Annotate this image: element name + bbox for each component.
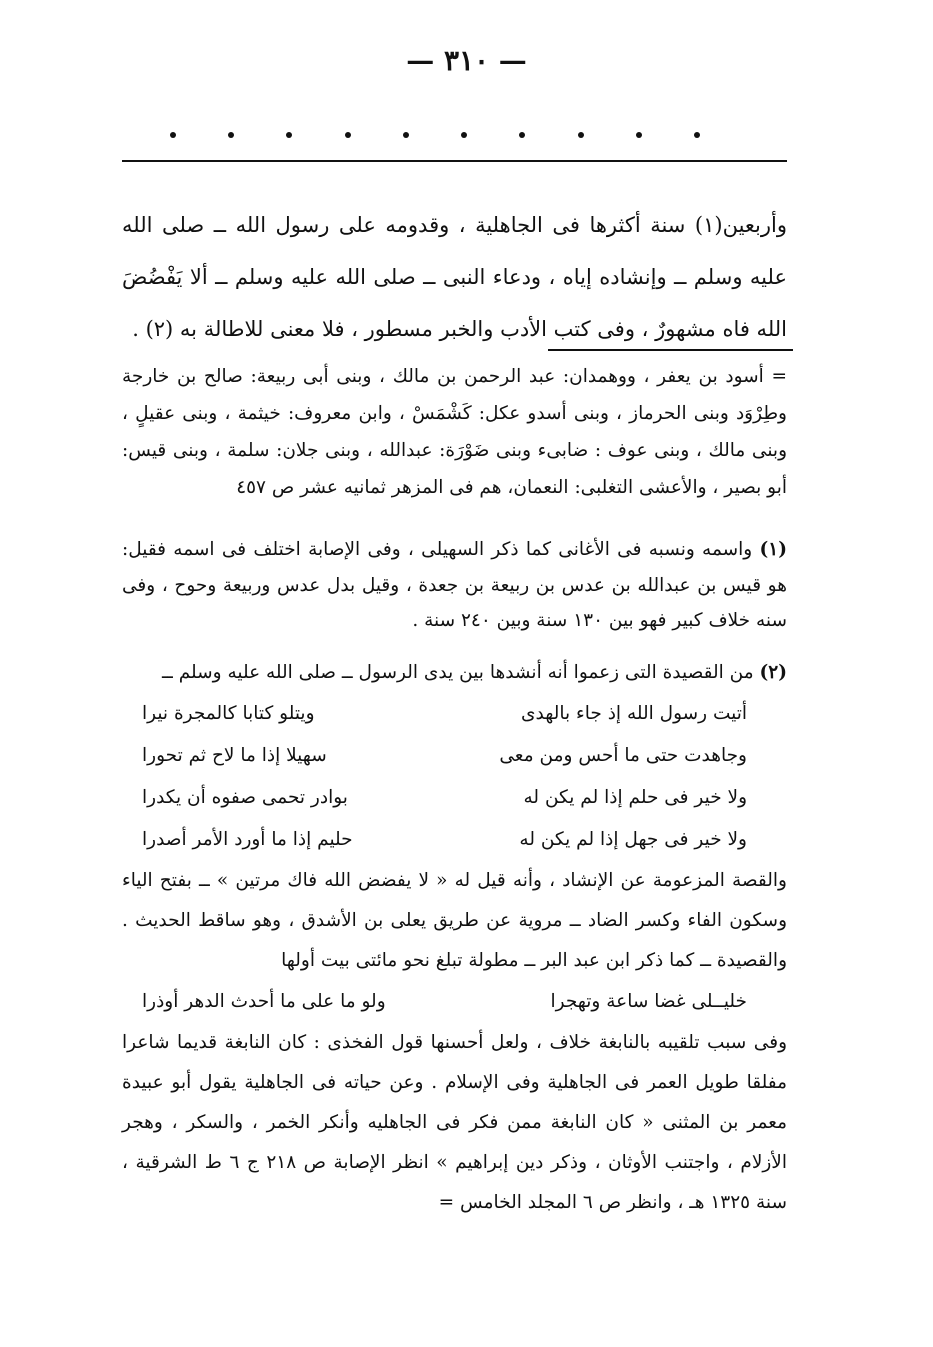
verse-first-hemistich: خليــلى غضا ساعة وتهجرا — [550, 990, 747, 1012]
page-number: — ٣١٠ — — [406, 44, 527, 77]
footnote-2-title — [122, 653, 787, 693]
footnote-1 — [122, 532, 787, 639]
ornament-dot — [519, 132, 525, 138]
ornament-dot — [694, 132, 700, 138]
verse-second-hemistich: سهيلا إذا ما لاح ثم تحورا — [142, 744, 327, 766]
verse-line — [122, 777, 787, 819]
footnote-2 — [122, 653, 787, 1223]
verse-line — [122, 735, 787, 777]
verse-first-hemistich: ولا خير فى حلم إذا لم يكن له — [523, 786, 747, 808]
verse-line — [122, 981, 787, 1023]
footnote-2-paragraph: والقصة المزعومة عن الإنشاد ، وأنه قيل له « لا يفضض الله فاك مرتين » ــ بفتح الياء وسكون الفاء وكسر الضاد ــ مروية عن طريق يعلى بن الأشدق ، وهو ساقط الحديث . والقصيدة ــ كما ذكر ابن عبد البر ــ مطولة تبلغ نحو مائتى بيت أولها — [122, 869, 787, 971]
ornament-dot — [578, 132, 584, 138]
footnote-2-title-text: من القصيدة التى زعموا أنه أنشدها بين يدى الرسول ــ صلى الله عليه وسلم ــ — [161, 661, 754, 683]
footnote-2-number: (٢) — [759, 661, 787, 683]
ornament-dots — [170, 132, 700, 138]
footnote-2-paragraph: وفى سبب تلقيبه بالنابغة خلاف ، ولعل أحسنها قول الفخذى : كان النابغة قديما شاعرا مفلقا طويل العمر فى الجاهلية وفى الإسلام . وعن حياته فى الجاهلية يقول أبو عبيدة معمر بن المثنى « كان النابغة ممن فكر فى الجاهليه وأنكر الخمر ، والسكر ، وهجر الأزلام ، واجتنب الأوثان ، وذكر دين إبراهيم » انظر الإصابة ص ٢١٨ ج ٦ ط الشرقية ، سنة ١٣٢٥ هـ ، وانظر ص ٦ المجلد الخامس = — [122, 1031, 787, 1213]
ornament-dot — [286, 132, 292, 138]
ornament-dot — [461, 132, 467, 138]
footnote-continuation: = أسود بن يعفر ، ووهمدان: عبد الرحمن بن مالك ، وبنى أبى ربيعة: صالح بن خارجة وطِرْوَد وبنى الحرماز ، وبنى أسدو عكل: كَشْمَسْ ، وابن معروف: خيثمة ، وبنى عقيلٍ ، وبنى مالك ، وبنى عوف : ضابىء وبنى ضَوْرَة: عبدالله ، وبنى جلان: سلمة ، وبنى قيس: أبو بصير ، والأعشى التغلبى: النعمان، هم فى المزهر ثمانيه عشر ص ٤٥٧ — [122, 366, 787, 498]
footnote-1-number: (١) — [759, 539, 787, 560]
ornament-dot — [345, 132, 351, 138]
verse-second-hemistich: حليم إذا ما أورد الأمر أصدرا — [142, 828, 353, 850]
verse-second-hemistich: بوادر تحمى صفوه أن يكدرا — [142, 786, 348, 808]
verse-first-hemistich: ولا خير فى جهل إذا لم يكن له — [519, 828, 747, 850]
verse-line — [122, 819, 787, 861]
ornament-dot — [170, 132, 176, 138]
verse-second-hemistich: ويتلو كتابا كالمجرة نيرا — [142, 702, 315, 724]
footnote-divider — [548, 349, 793, 351]
verse-line — [122, 693, 787, 735]
ornament-dot — [636, 132, 642, 138]
footnotes — [122, 358, 787, 1223]
top-divider — [122, 160, 787, 162]
verse-second-hemistich: ولو ما على ما أحدث الدهر أوذرا — [142, 990, 386, 1012]
footnote-1-text: واسمه ونسبه فى الأغانى كما ذكر السهيلى ، وفى الإصابة اختلف فى اسمه فقيل: هو قيس بن عبدالله بن عدس بن ربيعة بن جعدة ، وقيل بدل عدس وربيعة وحوح ، وفى سنه خلاف كبير فهو بين ١٣٠ سنة وبين ٢٤٠ سنة . — [122, 539, 787, 631]
ornament-dot — [228, 132, 234, 138]
verse-first-hemistich: أتيت رسول الله إذ جاء بالهدى — [521, 702, 747, 724]
verse-first-hemistich: وجاهدت حتى ما أحس ومن معى — [499, 744, 747, 766]
main-text: وأربعين(١) سنة أكثرها فى الجاهلية ، وقدومه على رسول الله ــ صلى الله عليه وسلم ــ وإنشاده إياه ، ودعاء النبى ــ صلى الله عليه وسلم ــ ألا يَفْضُضَ الله فاه مشهورٌ ، وفى كتب الأدب والخبر مسطور ، فلا معنى للاطالة به (٢) . — [122, 213, 787, 341]
ornament-dot — [403, 132, 409, 138]
